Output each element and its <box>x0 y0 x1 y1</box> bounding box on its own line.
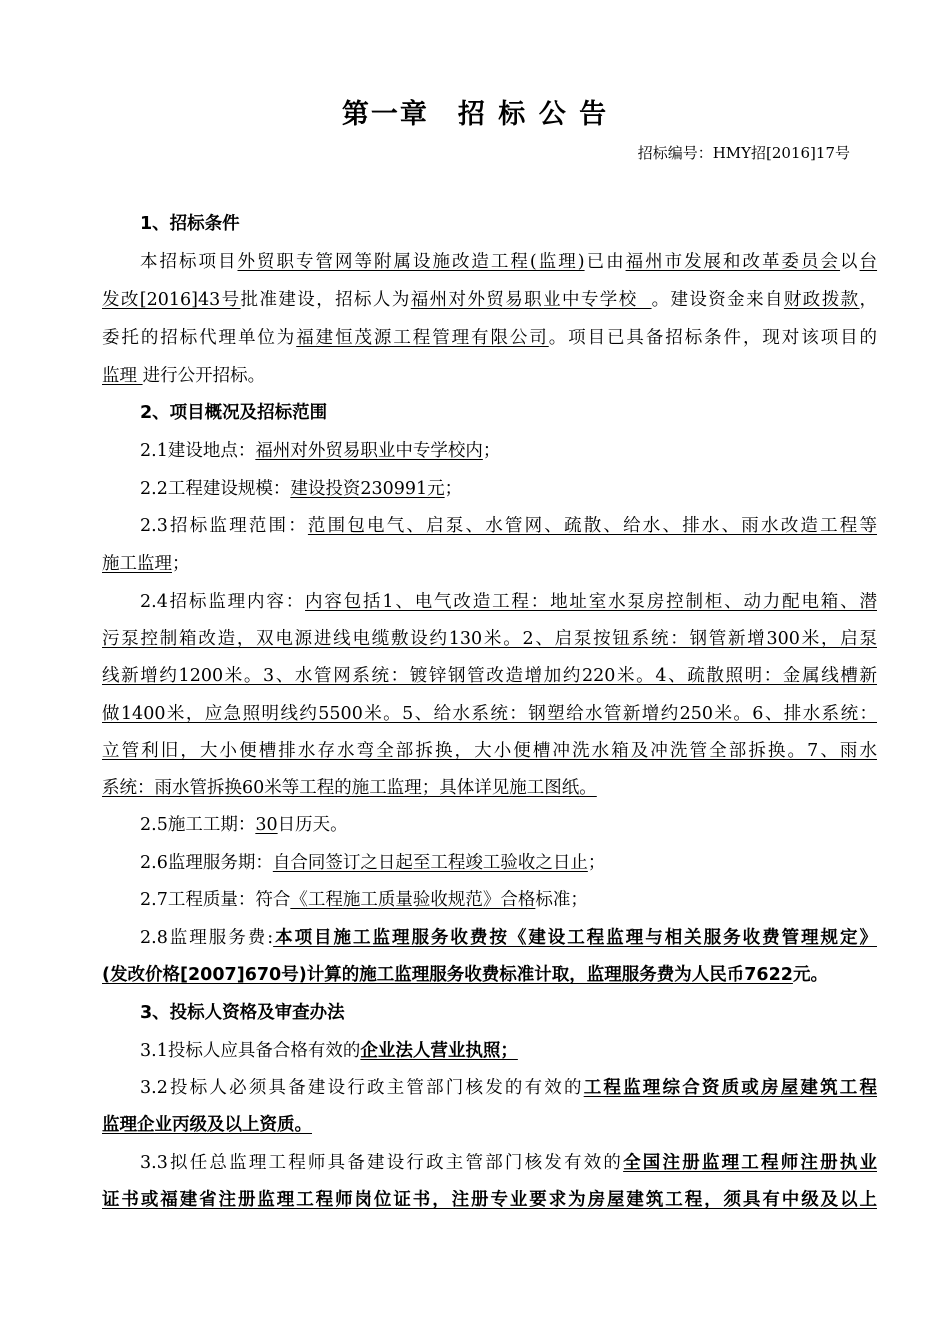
s1-line-1: 本招标项目外贸职专管网等附属设施改造工程(监理)已由福州市发展和改革委员会以台 <box>140 252 878 272</box>
item-3-3-line-2: 证书或福建省注册监理工程师岗位证书，注册专业要求为房屋建筑工程，须具有中级及以上 <box>102 1190 877 1210</box>
item-2-4-line-4: 做1400米，应急照明线约5500米。5、给水系统：钢塑给水管新增约250米。6、排水系统： <box>102 704 877 724</box>
item-2-1: 2.1建设地点：福州对外贸易职业中专学校内； <box>140 441 501 461</box>
item-3-2-line-2: 监理企业丙级及以上资质。 <box>102 1115 312 1135</box>
item-2-3-line-1: 2.3招标监理范围：范围包电气、启泵、水管网、疏散、给水、排水、雨水改造工程等 <box>140 516 877 536</box>
item-3-2-line-1: 3.2投标人必须具备建设行政主管部门核发的有效的工程监理综合资质或房屋建筑工程 <box>140 1078 877 1098</box>
item-2-4-line-3: 线新增约1200米。3、水管网系统：镀锌钢管改造增加约220米。4、疏散照明：金属线槽新 <box>102 666 877 686</box>
item-3-3-line-1: 3.3拟任总监理工程师具备建设行政主管部门核发有效的全国注册监理工程师注册执业 <box>140 1153 877 1173</box>
item-2-5: 2.5施工工期：30日历天。 <box>140 815 348 835</box>
bid-number: 招标编号：HMY招[2016]17号 <box>637 144 850 162</box>
item-3-1: 3.1投标人应具备合格有效的企业法人营业执照； <box>140 1041 518 1061</box>
s1-line-3: 委托的招标代理单位为福建恒茂源工程管理有限公司。项目已具备招标条件，现对该项目的 <box>102 328 878 348</box>
item-2-7: 2.7工程质量：符合《工程施工质量验收规范》合格标准； <box>140 890 588 910</box>
item-2-8-line-2: (发改价格[2007]670号)计算的施工监理服务收费标准计取，监理服务费为人民币7622元。 <box>102 965 828 985</box>
section-2-heading: 2、项目概况及招标范围 <box>140 403 328 423</box>
s1-line-2: 发改[2016]43号批准建设，招标人为福州对外贸易职业中专学校 。建设资金来自财政拨款， <box>102 290 878 310</box>
item-2-8-line-1: 2.8监理服务费:本项目施工监理服务收费按《建设工程监理与相关服务收费管理规定》 <box>140 928 877 948</box>
section-3-heading: 3、投标人资格及审查办法 <box>140 1003 345 1023</box>
item-2-4-line-5: 立管利旧，大小便槽排水存水弯全部拆换，大小便槽冲洗水箱及冲洗管全部拆换。7、雨水 <box>102 741 877 761</box>
item-2-2: 2.2工程建设规模：建设投资230991元； <box>140 479 463 499</box>
chapter-title: 第一章 招 标 公 告 <box>341 99 609 130</box>
item-2-4-line-6: 系统：雨水管拆换60米等工程的施工监理；具体详见施工图纸。 <box>102 778 597 798</box>
item-2-6: 2.6监理服务期：自合同签订之日起至工程竣工验收之日止； <box>140 853 606 873</box>
item-2-4-line-2: 污泵控制箱改造，双电源进线电缆敷设约130米。2、启泵按钮系统：钢管新增300米，启泵 <box>102 629 877 649</box>
item-2-3-line-2: 施工监理； <box>102 554 190 574</box>
s1-line-4: 监理 进行公开招标。 <box>102 366 266 386</box>
item-2-4-line-1: 2.4招标监理内容：内容包括1、电气改造工程：地址室水泵房控制柜、动力配电箱、潜 <box>140 592 877 612</box>
section-1-heading: 1、招标条件 <box>140 214 240 234</box>
